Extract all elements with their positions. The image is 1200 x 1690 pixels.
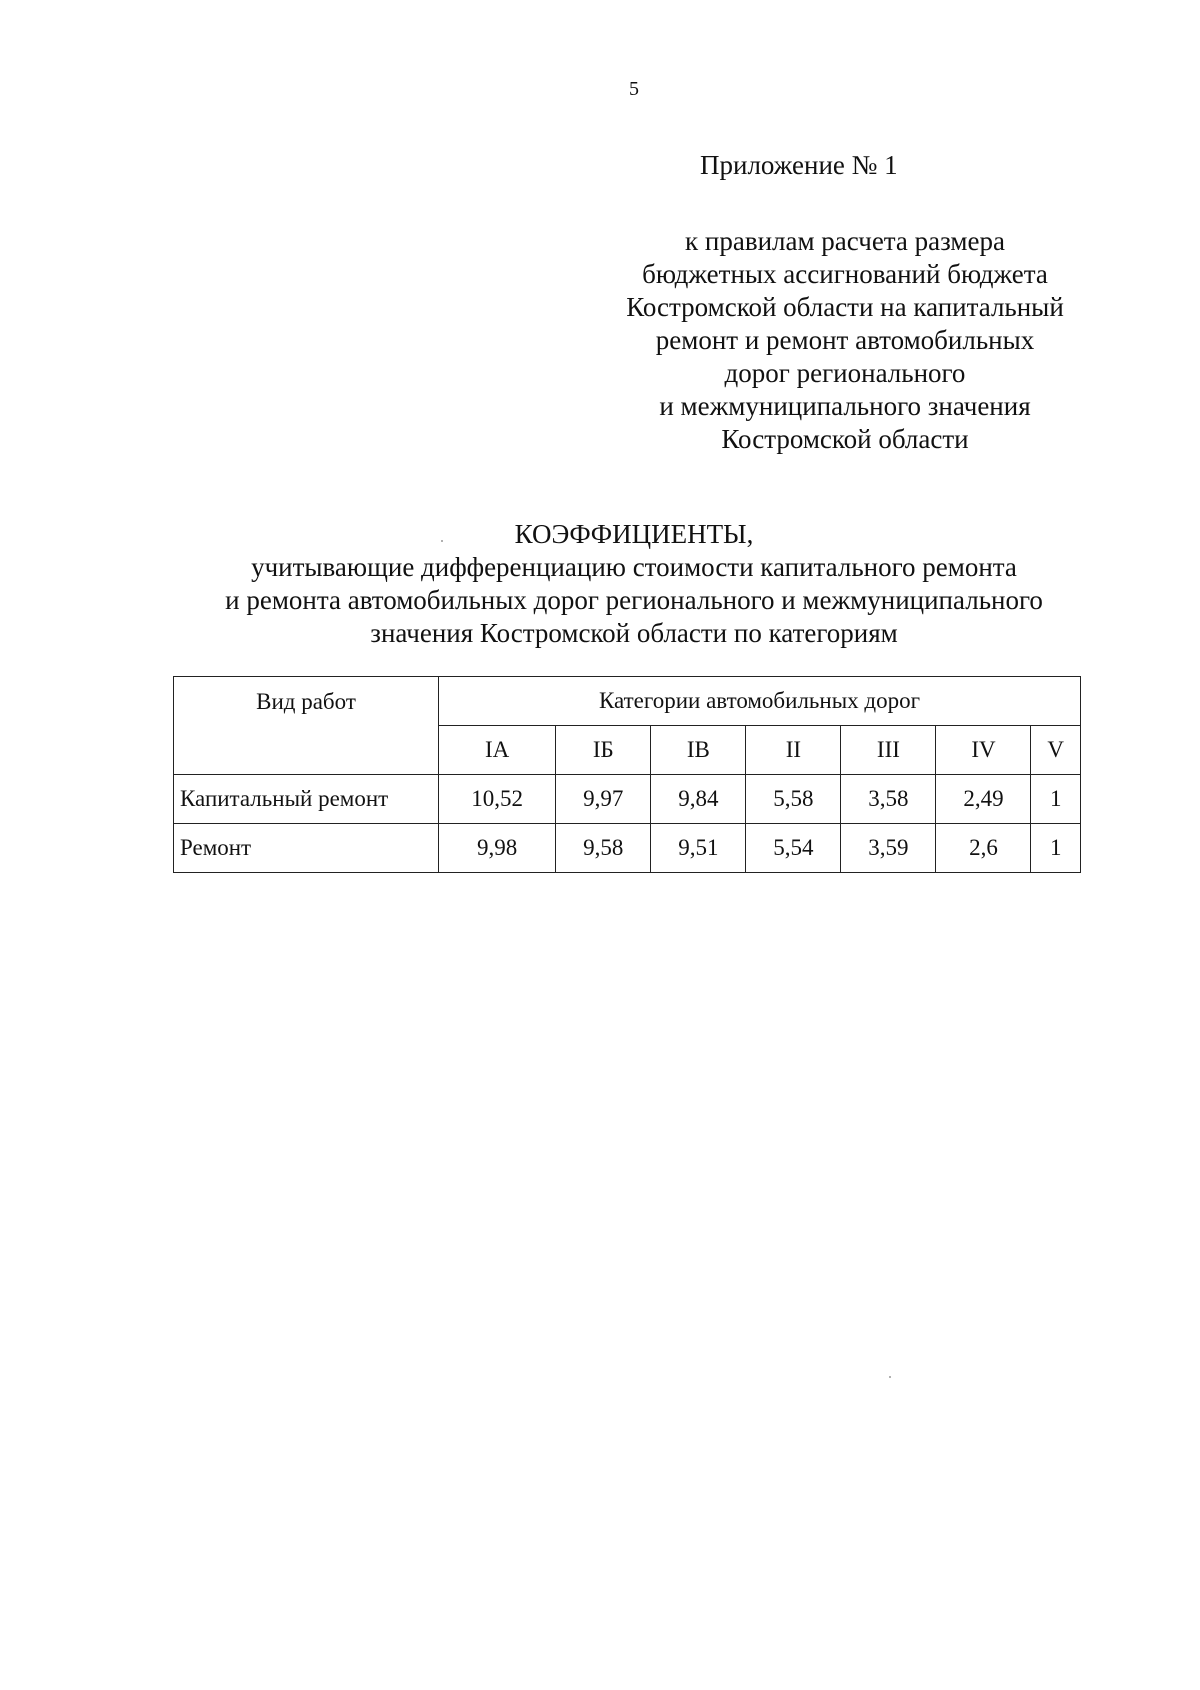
appendix-subtitle-line: дорог регионального: [724, 358, 966, 388]
value-cell: 1: [1031, 824, 1081, 873]
category-cell: IV: [936, 726, 1031, 775]
appendix-subtitle-line: Костромской области: [721, 424, 969, 454]
category-cell: V: [1031, 726, 1081, 775]
value-cell: 9,84: [651, 775, 746, 824]
value-cell: 3,59: [841, 824, 936, 873]
scan-speck: [441, 540, 443, 542]
category-cell: II: [746, 726, 841, 775]
value-cell: 3,58: [841, 775, 936, 824]
scan-speck: [889, 1376, 891, 1378]
table-row: [174, 775, 1081, 824]
document-heading: [0, 518, 1200, 650]
heading-line: и ремонта автомобильных дорог регионального и межмуниципального: [225, 585, 1043, 615]
category-cell: IБ: [556, 726, 651, 775]
table-header-row: [174, 677, 1081, 726]
table-row: [174, 824, 1081, 873]
appendix-title: Приложение № 1: [700, 150, 898, 180]
value-cell: 5,58: [746, 775, 841, 824]
appendix-subtitle-line: Костромской области на капитальный: [626, 292, 1064, 322]
category-cell: IВ: [651, 726, 746, 775]
value-cell: 10,52: [439, 775, 556, 824]
work-type-header: Вид работ: [174, 677, 439, 775]
value-cell: 2,6: [936, 824, 1031, 873]
heading-title: КОЭФФИЦИЕНТЫ,: [514, 519, 754, 549]
categories-header: Категории автомобильных дорог: [439, 677, 1081, 726]
value-cell: 1: [1031, 775, 1081, 824]
row-label: Капитальный ремонт: [174, 775, 439, 824]
appendix-subtitle-line: ремонт и ремонт автомобильных: [655, 325, 1035, 355]
value-cell: 9,97: [556, 775, 651, 824]
value-cell: 9,58: [556, 824, 651, 873]
appendix-subtitle-line: к правилам расчета размера: [685, 226, 1005, 256]
value-cell: 2,49: [936, 775, 1031, 824]
appendix-subtitle-line: и межмуниципального значения: [659, 391, 1031, 421]
appendix-subtitle: [600, 225, 1090, 456]
appendix-subtitle-line: бюджетных ассигнований бюджета: [642, 259, 1048, 289]
value-cell: 9,98: [439, 824, 556, 873]
category-cell: IА: [439, 726, 556, 775]
heading-line: значения Костромской области по категориям: [370, 618, 898, 648]
heading-line: учитывающие дифференциацию стоимости капитального ремонта: [251, 552, 1017, 582]
category-cell: III: [841, 726, 936, 775]
page-number: 5: [629, 78, 639, 100]
value-cell: 5,54: [746, 824, 841, 873]
coefficients-table: [173, 676, 1081, 873]
row-label: Ремонт: [174, 824, 439, 873]
value-cell: 9,51: [651, 824, 746, 873]
